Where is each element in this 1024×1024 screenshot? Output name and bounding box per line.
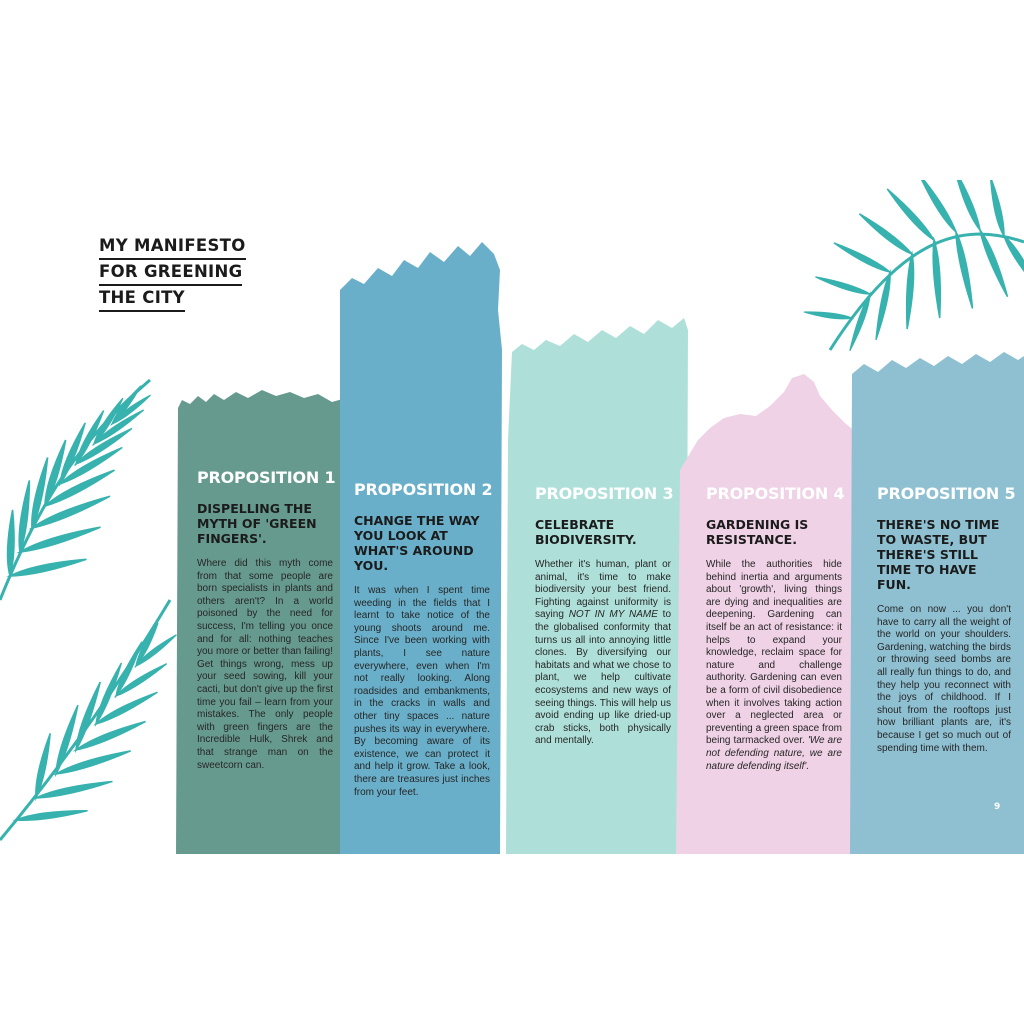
manifesto-title (99, 234, 246, 312)
body-text-start: Whether it's human, plant or animal, it's time to make biodiversity your best friend. Fighting against uniformity is saying (535, 559, 671, 621)
proposition-body: Where did this myth come from that some people are born specialists in plants and others aren't? In a world poisoned by the need for success, I'm telling you once and for all: nothing teaches you more or better than failing! Get things wrong, mess up your seed sowing, kill your cacti, but don't give up the first time you fail – learn from your mistakes. The only people with green fingers are the Incredible Hulk, Shrek and that strange man on the sweetcorn can. (197, 558, 333, 771)
proposition-heading: PROPOSITION 1 (197, 468, 336, 487)
proposition-subheading: CHANGE THE WAY YOU LOOK AT WHAT'S AROUND YOU. (354, 513, 480, 573)
proposition-heading: PROPOSITION 5 (877, 484, 1016, 503)
body-text: While the authorities hide behind inertia and arguments about 'growth', living things are dying and inequalities are deepening. Gardening can itself be an act of resistance: it helps to expand your knowledge, reclaim space for nature and challenge authority. Gardening can even be a form of civil disobedience when it involves taking action over a neglected area or preventing a green space from being tarmacked over. (706, 559, 842, 747)
proposition-body: Come on now ... you don't have to carry all the weight of the world on your shoulders. Gardening, watching the birds or throwing seed bombs are all really fun things to do, and they help you reconnect with the joys of childhood. If I shout from the rooftops just how brilliant plants are, it's because I get so much out of spending time with them. (877, 604, 1011, 754)
title-line-3: THE CITY (99, 286, 185, 312)
body-emphasis: NOT IN MY NAME (568, 609, 658, 621)
proposition-4 (706, 484, 845, 773)
proposition-heading: PROPOSITION 2 (354, 480, 493, 499)
proposition-body (535, 559, 671, 748)
title-line-1: MY MANIFESTO (99, 234, 246, 260)
proposition-3 (535, 484, 674, 748)
proposition-subheading: DISPELLING THE MYTH OF 'GREEN FINGERS'. (197, 501, 317, 546)
page-number-right: 9 (994, 802, 1001, 812)
proposition-2 (354, 480, 493, 799)
body-text-end: to the globalised conformity that turns us all into annoying little clones. By diversifying our habitats and what we chose to plant, we help cultivate ecosystems and new ways of seeing things. This will help us avoid ending up like dried-up crab sticks, both physically and mentally. (535, 609, 672, 747)
proposition-5 (877, 484, 1016, 755)
page-number-left: 8 (10, 802, 17, 812)
proposition-subheading: CELEBRATE BIODIVERSITY. (535, 517, 637, 547)
proposition-subheading: THERE'S NO TIME TO WASTE, BUT THERE'S STILL TIME TO HAVE FUN. (877, 517, 1000, 592)
proposition-heading: PROPOSITION 4 (706, 484, 845, 503)
title-line-2: FOR GREENING (99, 260, 242, 286)
proposition-heading: PROPOSITION 3 (535, 484, 674, 503)
proposition-body (706, 559, 842, 773)
proposition-body: It was when I spent time weeding in the fields that I learnt to take notice of the young shoots around me. Since I've been working with plants, I see nature everywhere, even when I'm not really looking. Along roadsides and embankments, in the cracks in walls and other tiny spaces ... nature pushes its way in everywhere. By becoming aware of its existence, we can protect it and help it grow. Take a look, there are treasures just inches from your feet. (354, 585, 490, 798)
proposition-subheading: GARDENING IS RESISTANCE. (706, 517, 809, 547)
proposition-1 (197, 468, 336, 772)
body-quote: 'We are not defending nature, we are nature defending itself'. (706, 735, 843, 772)
